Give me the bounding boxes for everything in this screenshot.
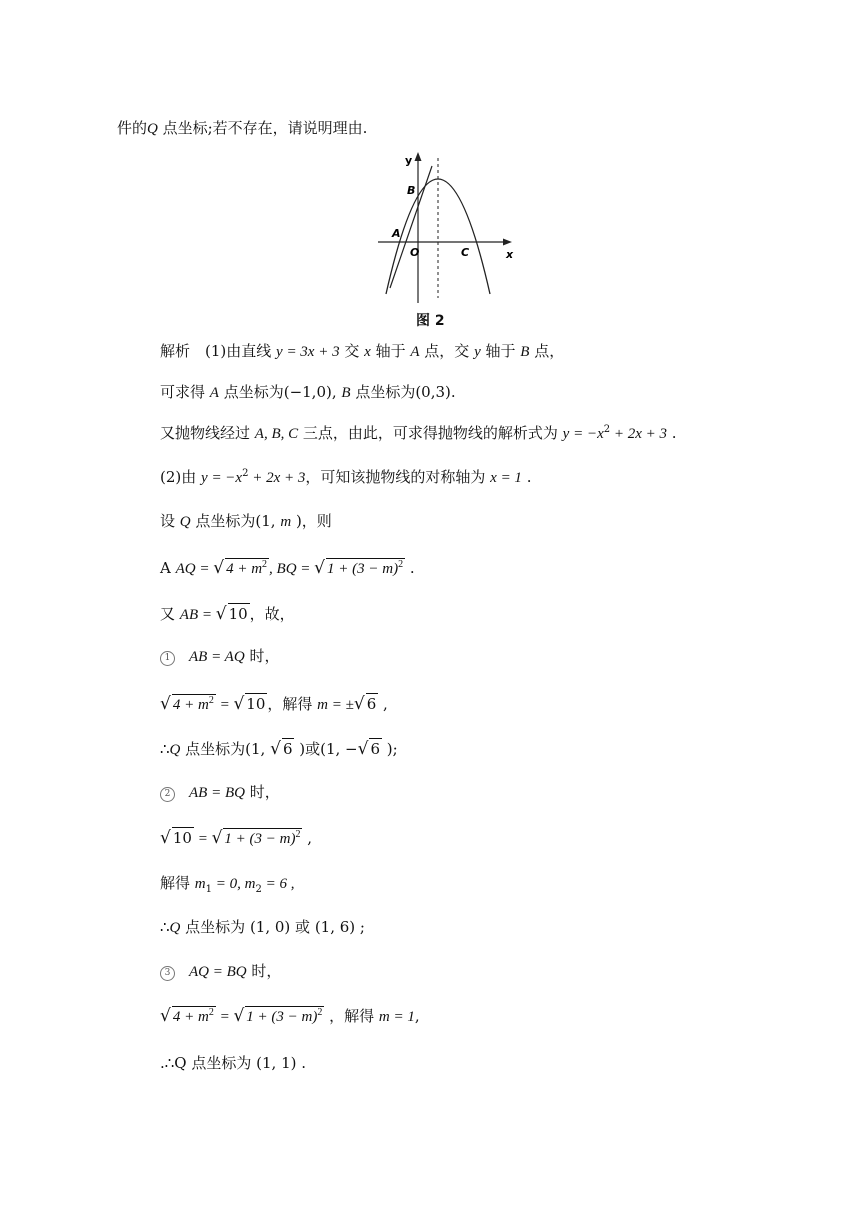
label-o: O [410,246,420,259]
sqrt-10: 10 [228,605,248,623]
sqrt-4-m2: $4 + m^2$ [172,1007,214,1025]
text-line-10: ∴Q 点坐标为(1, √ 6 )或(1, −√ 6 ); [160,739,398,759]
case-number-2: 2 [160,787,175,802]
y-axis-arrow [415,152,422,161]
text-line-16: √ $4 + m^2$ = √ $1 + (3 - m)^2$ ，解得 m = 1, [160,1006,420,1026]
sqrt-6: 6 [370,740,380,758]
text-line-14: ∴Q 点坐标为 (1, 0) 或 (1, 6) ; [160,918,365,936]
text-line-5: 设 Q 点坐标为(1, m )，则 [160,512,332,530]
sqrt-1-3m2: $1 + (3 - m)^2$ [327,559,404,577]
text-line-0: 件的Q 点坐标;若不存在，请说明理由. [117,119,368,137]
sqrt-6: 6 [366,695,377,713]
label-b: B [407,184,416,197]
text-line-11: 2 AB = BQ 时， [160,782,280,803]
sqrt-4-m2: $4 + m^2$ [172,695,214,713]
text-line-9: √ $4 + m^2$ = √ 10 ，解得 m = ±√ 6 , [160,694,388,714]
text-line-15: 3 AQ = BQ 时， [160,961,281,982]
text-line-12: √ 10 = √ $1 + (3 - m)^2$ , [160,828,313,848]
sqrt-4-m2: $4 + m^2$ [226,559,268,577]
text-line-1: 解析 (1)由直线 y = 3x + 3 交 x 轴于 A 点，交 y 轴于 B 点， [160,342,565,360]
figure-caption: 图 2 [416,313,445,329]
label-x: x [506,248,514,261]
text-line-13: 解得 $m_1 = 0$, $m_2 = 6$ , [160,874,295,895]
sqrt-10: 10 [246,695,266,713]
case-number-3: 3 [160,966,175,981]
text-line-3: 又抛物线经过 A, B, C 三点，由此，可求得抛物线的解析式为 $y = -x^2 + 2x + 3$ . [160,424,677,442]
label-a: A [392,227,401,240]
text-line-7: 又 AB = √ 10 ，故， [160,604,295,624]
text-line-4: (2)由 $y = -x^2 + 2x + 3$，可知该抛物线的对称轴为 x = 1 . [160,468,532,486]
label-c: C [461,246,470,259]
text-line-17: .∴Q 点坐标为 (1, 1) . [160,1054,307,1072]
sqrt-1-3m2: $1 + (3 - m)^2$ [224,829,301,847]
label-y: y [405,154,413,167]
x-axis-arrow [503,239,512,246]
text-line-2: 可求得 A 点坐标为(−1,0), B 点坐标为(0,3). [160,383,456,401]
parabola-figure [372,148,520,308]
sqrt-1-3m2: $1 + (3 - m)^2$ [246,1007,323,1025]
case-number-1: 1 [160,651,175,666]
sqrt-10: 10 [172,829,192,847]
sqrt-6: 6 [282,740,293,758]
text-line-8: 1 AB = AQ 时， [160,646,279,667]
text-line-6: A AQ = √ $4 + m^2$ , BQ = √ $1 + (3 - m)^2$ . [160,558,415,578]
